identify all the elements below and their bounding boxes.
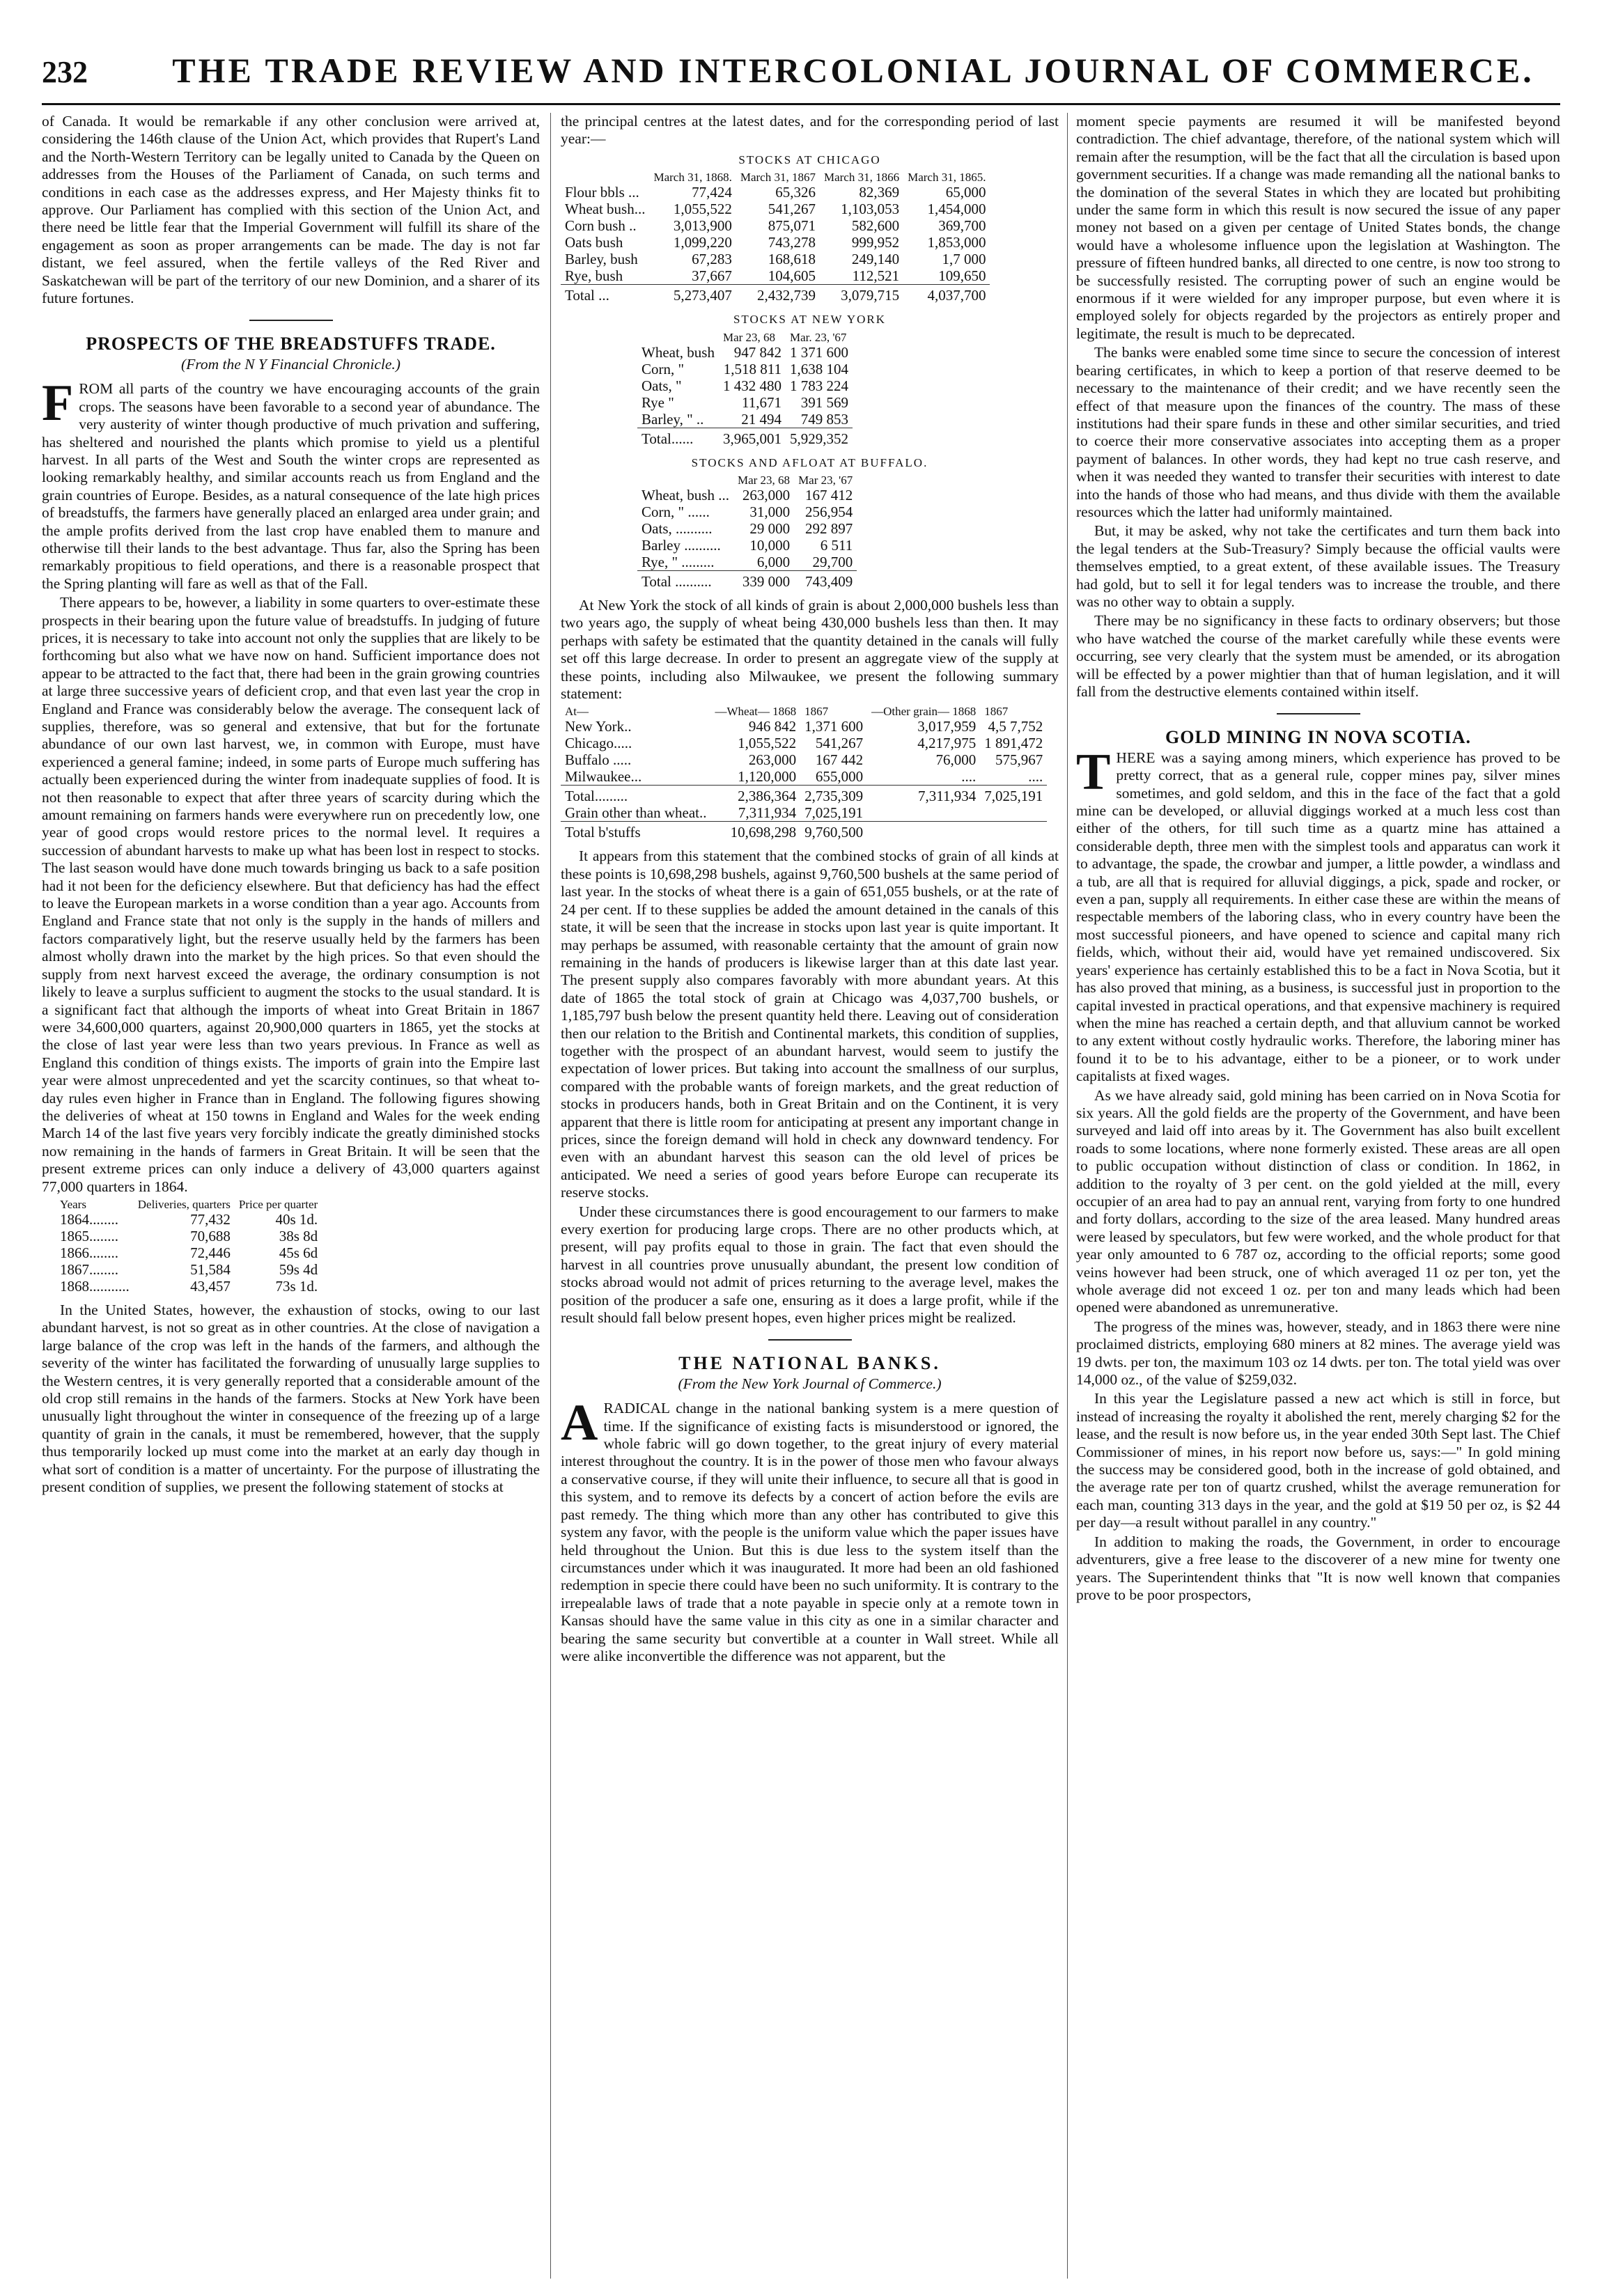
table-row: Corn, " ...... 31,000 256,954 xyxy=(641,503,853,521)
table-row: Barley .......... 10,000 6 511 xyxy=(641,537,853,554)
table-row: Grain other than wheat.. 7,311,934 7,025,191 xyxy=(565,804,864,822)
table-row: Rye, bush 37,667 104,605 112,521 109,650 xyxy=(565,267,986,285)
drop-cap: T xyxy=(1076,743,1111,801)
table-row: Flour bbls ... 77,424 65,326 82,369 65,000 xyxy=(565,184,986,201)
table-row: Corn bush .. 3,013,900 875,071 582,600 369,700 xyxy=(565,217,986,235)
drop-cap: A xyxy=(561,1394,598,1452)
separator-rule xyxy=(249,320,333,321)
table-row: 1865........ 70,688 38s 8d xyxy=(60,1227,318,1244)
drop-cap: F xyxy=(42,375,74,432)
table-title-new-york: STOCKS AT NEW YORK xyxy=(733,313,887,327)
summary-table: At— —Wheat— 1868 1867 —Other grain— 1868 1867 New York.. 946 842 1,371 600 3,017,959 4,5 7,752 Chicago..... 1,055,522 541,267 4,217,975 1 891,472 Buffalo ..... 263,000 167 442 76,000 575,967 Milwaukee... 1,120,000 655,000 .... .... Total......... 2,386,364 2,735,309 7,311,934 7,025,191 Grain other than wheat.. 7,311,934 7,025,191 Total b'stuffs 10,698,298 9,760,500 xyxy=(561,705,1047,841)
table-row: Rye " 11,671 391 569 xyxy=(641,393,848,411)
separator-rule xyxy=(1277,713,1360,714)
table-row: Oats bush 1,099,220 743,278 999,952 1,853,000 xyxy=(565,234,986,251)
table-row: 1868........... 43,457 73s 1d. xyxy=(60,1277,318,1295)
table-row: 1867........ 51,584 59s 4d xyxy=(60,1260,318,1278)
table-header: Years xyxy=(60,1197,86,1211)
table-row: Corn, " 1,518 811 1,638 104 xyxy=(641,360,848,377)
table-total-row: Total...... 3,965,001 5,929,352 xyxy=(637,428,853,447)
deliveries-table xyxy=(56,1198,322,1295)
paragraph: Under these circumstances there is good encouragement to our farmers to make every exertion for producing large crops. There are no other products which, at present, will pay profits equal to those in grain. The fact that even should the harvest in all countries prove unusually abundant, the present low condition of stocks abroad would not admit of prices returning to the average level, makes the position of the producer a safe one, ensuring as it does a large profit, while if the result should fall below present hopes, even higher prices might be realized. xyxy=(561,1203,1059,1327)
chicago-stocks-table: March 31, 1868. March 31, 1867 March 31, 1866 March 31, 1865. Flour bbls ... 77,424 65,326 82,369 65,000 Wheat bush... 1,055,522 541,267 1,103,053 1,454,000 Corn bush .. 3,013,900 875,071 582,600 369,700 Oats bush 1,099,220 743,278 999,952 1,853,000 Barley, bush 67,283 168,618 249,140 1,7 000 Rye, bush 37,667 104,605 112,521 109,650 Total ... 5,273,407 2,432,739 3,079,715 4,037,700 xyxy=(561,171,990,304)
paragraph: The banks were enabled some time since to secure the concession of interest bearing certificates, in which to keep a portion of that reserve deemed to be necessary to the maintenance of their credit; and we have recently seen the effect of that measure upon the finances of the country. The mass of these institutions had their spare funds in these and other similar securities, and tried to coerce their more conservative associates into accepting them as a proper payment of balances. In other words, they had kept no true cash reserve, and when it was needed they wanted to transfer their securities with interest to date into the hands of those who had means, and thus divide with them the available resources which the latter had uniformly maintained. xyxy=(1076,344,1560,520)
table-total-row: Total b'stuffs 10,698,298 9,760,500 xyxy=(561,822,1047,841)
paragraph: In addition to making the roads, the Government, in order to encourage adventurers, give a free lease to the discoverer of a new mine for twenty one years. The Superintendent thinks that "It is now well known that companies prove to be poor prospectors, xyxy=(1076,1533,1560,1603)
column-3 xyxy=(1076,113,1560,2279)
paragraph: As we have already said, gold mining has been carried on in Nova Scotia for six years. All the gold fields are the property of the Government, and have been surveyed and laid off into areas by it. The Government has also built excellent roads to some locations, where none formerly existed. These areas are all open to public occupation without distinction of class or condition. In 1862, in addition to the royalty of 3 per cent. on the gold yielded at the mill, every occupier of an area had to pay an annual rent, varying from forty to one hundred and forty dollars, according to the size of the area leased. Many hundred areas were leased by speculators, but few were worked, and the whole product for that year only amounted to 6 787 oz, according to the official reports; some good veins however had been struck, one of which averaged 11 oz per ton, yet the whole average did not exceed 1 oz. per ton and many leads which had been opened were abandoned as unremunerative. xyxy=(1076,1086,1560,1316)
column-divider xyxy=(1067,113,1068,2279)
table-header: Price per quarter xyxy=(238,1197,318,1211)
page-header xyxy=(42,47,1560,92)
table-row: Barley, " .. 21 494 749 853 xyxy=(641,410,848,428)
article-title-national-banks: THE NATIONAL BANKS. xyxy=(678,1353,941,1374)
page-number: 232 xyxy=(42,55,88,89)
table-row: New York.. 946 842 1,371 600 3,017,959 4,5 7,752 xyxy=(565,718,1043,735)
table-row: Chicago..... 1,055,522 541,267 4,217,975 1 891,472 xyxy=(565,735,1043,752)
paragraph: THERE was a saying among miners, which experience has proved to be pretty correct, that as a general rule, copper mines pay, silver mines sometimes, and gold seldom, and this in the face of the fact that a gold mine can be developed, or alluvial diggings worked at a much less cost than either of the others, for till such time as a quartz mine has attained a considerable depth, three men with the simplest tools and apparatus can work it to advantage, the spade, the crowbar and jumper, a little powder, a windlass and a tub, are all that is required for alluvial diggings, a pick, spade and rocker, or even a pan, supply all requirements. In either case these are within the means of respectable members of the laboring class, who in every country have been the most successful pioneers, and have opened to science and capital many rich fields, which, without their aid, would have yet remained undiscovered. Six years' experience has certainly established this to be a fact in Nova Scotia, but it has also proved that mining, as a business, is successful just in proportion to the capital invested in practical operations, and that expensive machinery is required when the mine has reached a certain depth, and that alluvium cannot be worked to any extent without costly hydraulic works. Therefore, the laboring miner has found it to be to his advantage, either to be a pioneer, or to work under capitalists at fixed wages. xyxy=(1076,743,1560,1085)
paragraph: At New York the stock of all kinds of grain is about 2,000,000 bushels less than two years ago, the supply of wheat being 430,000 bushels less than then. It may perhaps with safety be estimated that the quantity detained in the canals will fully set off this large decrease. In order to present an aggregate view of the supply at these points, including also Milwaukee, we present the following summary statement: xyxy=(561,597,1059,703)
table-row: Wheat, bush ... 263,000 167 412 xyxy=(641,487,853,504)
article-source: (From the New York Journal of Commerce.) xyxy=(678,1375,942,1392)
paragraph: In the United States, however, the exhaustion of stocks, owing to our last abundant harvest, is not so great as in other countries. At the close of navigation a large balance of the crop was left in the hands of the farmers, and although the severity of the winter has facilitated the forwarding of unusually large supplies to the Western centres, it is very generally reported that a considerable amount of the old crop still remains in the hands of the farmers. Stocks at New York have been unusually light throughout the winter in consequence of the freezing up of a large quantity of grain in the canals, it must be remembered, however, that the supply thus temporarily locked up must come into the market at an early day though in what sort of condition is a matter of uncertainty. For the purpose of illustrating the present condition of supplies, we present the following statement of stocks at xyxy=(42,1301,540,1496)
paragraph: ARADICAL change in the national banking system is a mere question of time. If the significance of existing facts is misunderstood or ignored, the whole fabric will go down together, to the great injury of every material interest throughout the country. It is in the power of those men who favour always a conservative course, if they will unite their influence, to secure all that is good in this system, and to remove its defects by a concert of action before the evils are past remedy. The thing which more than any other has contributed to give this system any favor, with the people is the uniform value which the paper issues have held throughout the Union. But this is due less to the system itself than the circumstances under which it was inaugurated. It more had been an old fashioned redemption in specie there could have been no such uniformity. It is contrary to the irrepealable laws of trade that a note payable in specie only at a remote town in Kansas should have the same value in this city as one in a similar character and bearing the same security but convertible at a counter in Wall street. While all were alike inconvertible the difference was not apparent, but the xyxy=(561,1394,1059,1664)
table-header: Deliveries, quarters xyxy=(137,1197,231,1211)
table-total-row: Total......... 2,386,364 2,735,309 7,311,934 7,025,191 xyxy=(561,786,1047,805)
paragraph: There may be no significancy in these facts to ordinary observers; but those who have watched the course of the market carefully while these events were occurring, see very clearly that the system must be amended, or its abrogation will be effected by a power mightier than that of human legislation, and it will fall from the destructive elements contained within itself. xyxy=(1076,612,1560,700)
article-source: (From the N Y Financial Chronicle.) xyxy=(181,355,400,373)
buffalo-stocks-table: Mar 23, 68 Mar 23, '67 Wheat, bush ... 263,000 167 412 Corn, " ...... 31,000 256,954 Oats, .......... 29 000 292 897 Barley .......... 10,000 6 511 Rye, " ......... 6,000 29,700 Total .......... 339 000 743,409 xyxy=(637,474,857,590)
header-rule xyxy=(42,103,1560,105)
table-row: 1866........ 72,446 45s 6d xyxy=(60,1244,318,1261)
separator-rule xyxy=(768,1339,852,1341)
column-divider xyxy=(550,113,551,2279)
paragraph: the principal centres at the latest dates, and for the corresponding period of last year:— xyxy=(561,113,1059,148)
table-row: Wheat bush... 1,055,522 541,267 1,103,053 1,454,000 xyxy=(565,201,986,218)
table-row: Wheat, bush 947 842 1 371 600 xyxy=(641,343,848,361)
paragraph: In this year the Legislature passed a new act which is still in force, but instead of increasing the royalty it abolished the rent, merely charging $2 for the lease, and the result is now before us, in the year ended 30th Sept last. The Chief Commissioner of mines, in his report now before us, says:—" In gold mining the success may be considered good, both in the increase of gold obtained, and the average rate per ton of quartz crushed, whilst the average remuneration for each man, counting 313 days in the year, and the gold at $19 50 per oz, is $2 44 per day—a result without parallel in any country." xyxy=(1076,1390,1560,1531)
table-row: 1864........ 77,432 40s 1d. xyxy=(60,1210,318,1228)
table-row: Barley, bush 67,283 168,618 249,140 1,7 000 xyxy=(565,251,986,268)
table-total-row: Total ... 5,273,407 2,432,739 3,079,715 4,037,700 xyxy=(561,285,990,304)
paragraph: The progress of the mines was, however, steady, and in 1863 there were nine proclaimed districts, employing 680 miners at 82 mines. The average yield was 19 dwts. per ton, the maximum 103 oz 14 dwts. per ton. The total yield was over 14,000 oz., of the value of $259,032. xyxy=(1076,1318,1560,1389)
article-title-gold-mining: GOLD MINING IN NOVA SCOTIA. xyxy=(1165,727,1471,748)
article-title-breadstuffs: PROSPECTS OF THE BREADSTUFFS TRADE. xyxy=(86,334,496,354)
paragraph: There appears to be, however, a liability in some quarters to over-estimate these prospects in their bearing upon the future value of breadstuffs. In judging of future prices, it is necessary to take into account not only the supplies that are likely to be forthcoming but also what we have now on hand. Sufficient importance does not appear to be attracted to the fact that, there had been in the grain growing countries at large three successive years of deficient crop, and that even last year the crop in England and France was considerably below the average. The consequent lack of supplies, therefore, was so general and extensive, that but for the fortunate abundance of our own last harvest, we, in common with Europe, must have experienced a general famine; indeed, in some parts of Europe much suffering has actually been experienced during the winter from inadequate supplies of food. It is not then reasonable to expect that after three years of scarcity during which the amount remaining on farmers hands were everywhere run on precedently low, one year of good crops would restore prices to the normal level. It requires a succession of abundant harvests to make up what has been lost in respect to stocks. The last season would have done much towards bringing us back to a safe position had it not been for the deficiency elsewhere. But that deficiency has had the effect to leave the European markets in a worse condition than a year ago. Accounts from England and France state that not only is the supply in the hands of millers and factors comparatively light, but the reserve usually held by the farmers has been almost wholly drawn into the market by the high prices. So that even should the supply from next harvest exceed the average, the ordinary consumption is not likely to leave a surplus sufficient to augment the stocks to the usual standard. It is a significant fact that although the imports of wheat into Great Britain in 1867 were 34,600,000 quarters, against 20,900,000 quarters in 1865, yet the stocks at the close of last year were less than two years previous. In France as well as England this condition of things exists. The imports of grain into the Empire last year were almost unprecedented and yet the scarcity continues, so that wheat to-day rules even higher in France than in England. The following figures showing the deliveries of wheat at 150 towns in England and Wales for the week ending March 14 of the last five years very forcibly indicate the greatly diminished stocks now remaining in the hands of farmers in Great Britain. It will be seen that the present extreme prices can only induce a delivery of 43,000 quarters against 77,000 quarters in 1864. xyxy=(42,594,540,1195)
new-york-stocks-table: Mar 23, 68 Mar. 23, '67 Wheat, bush 947 842 1 371 600 Corn, " 1,518 811 1,638 104 Oats, " 1 432 480 1 783 224 Rye " 11,671 391 569 Barley, " .. 21 494 749 853 Total...... 3,965,001 5,929,352 xyxy=(637,331,853,447)
table-row: Oats, " 1 432 480 1 783 224 xyxy=(641,377,848,394)
paragraph: moment specie payments are resumed it will be manifested beyond contradiction. The chief advantage, therefore, of the national system which will remain after the resumption, will be the fact that all the circulation is based upon government securities. If a change was made remanding all the national banks to the domination of the several States in which they are located but prohibiting under the same form in which this result is now secured the issue of any paper money not based on a given per centage of United States bonds, the change would have a wholesome influence upon the legislation at Washington. The pressure of fifteen hundred banks, all directed to one centre, is now too strong to be successfully resisted. The corrupting power of such an engine would be enormous if it were wielded for any improper purpose, but even where it is employed solely for objects regarded by the projectors as entirely proper and legitimate, the result is much to be deprecated. xyxy=(1076,113,1560,342)
table-row: Buffalo ..... 263,000 167 442 76,000 575,967 xyxy=(565,751,1043,769)
paragraph: FROM all parts of the country we have encouraging accounts of the grain crops. The seasons have been favorable to a second year of abundance. The very austerity of winter though productive of much privation and suffering, has sheltered and nourished the plants which promise to yield us a plentiful harvest. In all parts of the West and South the winter crops are represented as looking remarkably healthy, and similar accounts reach us from England and the grain countries of Europe. Besides, as a natural consequence of the late high prices of breadstuffs, the farmers have generally placed an enlarged area under grain; and the ample profits derived from the last crop have enabled them to manure and otherwise till their lands to the best advantage. Thus far, also the Spring has been remarkably propitious to field operations, and there is a reasonable prospect that the Spring planting will fare as well as that of the Fall. xyxy=(42,375,540,592)
paragraph: But, it may be asked, why not take the certificates and turn them back into the legal tenders at the Sub-Treasury? Simply because the official vaults were themselves emptied, to a great extent, of these available issues. The Treasury had gold, but to sell it for legal tenders was to increase the trouble, and there was no other way to obtain a supply. xyxy=(1076,522,1560,610)
column-1 xyxy=(42,113,540,2279)
table-row: Rye, " ......... 6,000 29,700 xyxy=(641,554,853,571)
table-total-row: Total .......... 339 000 743,409 xyxy=(637,571,857,591)
paragraph: It appears from this statement that the combined stocks of grain of all kinds at these points is 10,698,298 bushels, against 9,760,500 bushels at the same period of last year. In the stocks of wheat there is a gain of 651,055 bushels, or at the rate of 24 per cent. If to these supplies be added the amount detained in the canals of this state, it will be seen that the increase in stocks upon last year is quite important. It may perhaps be assumed, with reasonable certainty that the amount of grain now remaining in the hands of producers is likewise larger than at this date last year. The present supply also compares favorably with more abundant years. At this date of 1865 the total stock of grain at Chicago was 4,037,700 bushels, or 1,185,797 bush below the present quantity held there. Leaving out of consideration then our relation to the British and Continental markets, this condition of supplies, together with the prospect of an abundant harvest, would seem to justify the expectation of lower prices. But taking into account the smallness of our surplus, compared with the probable wants of foreign markets, and the great reduction of stocks in producers hands, both in Great Britain and on the Continent, it is very apparent that there is little room for anticipating at present any important change in prices, since the foreign demand will hold in check any downward tendency. For even with an abundant harvest this season can the old level of prices be anticipated. We need a series of good years before Europe can recuperate its reserve stocks. xyxy=(561,848,1059,1201)
table-row: Oats, .......... 29 000 292 897 xyxy=(641,520,853,538)
column-2 xyxy=(561,113,1059,2279)
table-row: Milwaukee... 1,120,000 655,000 .... .... xyxy=(565,768,1043,786)
article-continuation: of Canada. It would be remarkable if any other conclusion were arrived at, considering the 146th clause of the Union Act, which provides that Rupert's Land and the North-Western Territory can be legally united to Canada by the Queen on addresses from the Houses of the Parliament of Canada, on such terms and conditions in each case as the addresses express, and Her Majesty thinks fit to approve. Our Parliament has complied with this section of the Union Act, and there need be little fear that the Imperial Government will fulfill its share of the engagement as soon as proper arrangements can be made. The day is not far distant, we feel assured, when the fertile valleys of the Red River and Saskatchewan will be part of the territory of our new Dominion, and a sharer of its future fortunes. xyxy=(42,113,540,307)
table-title-chicago: STOCKS AT CHICAGO xyxy=(738,153,881,166)
journal-title: THE TRADE REVIEW AND INTERCOLONIAL JOURNAL OF COMMERCE. xyxy=(172,51,1534,90)
table-title-buffalo: STOCKS AND AFLOAT AT BUFFALO. xyxy=(691,455,928,469)
